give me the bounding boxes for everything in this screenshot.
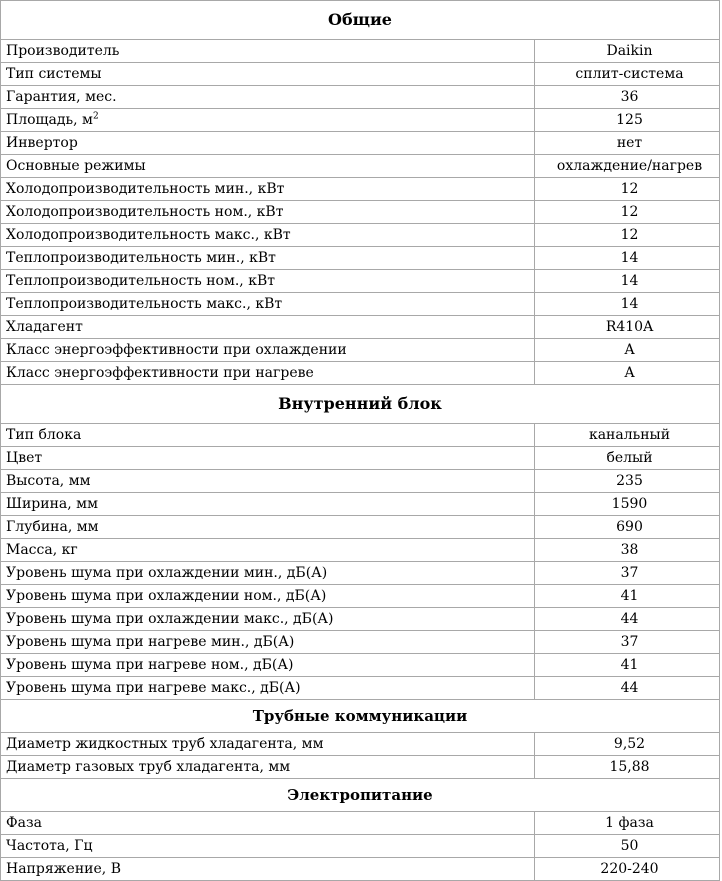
row-label bbox=[1, 178, 535, 201]
row-label-text: Уровень шума при нагреве ном., дБ(А) bbox=[6, 657, 294, 673]
row-label bbox=[1, 733, 535, 756]
row-label bbox=[1, 654, 535, 677]
row-label-text: Тип блока bbox=[6, 427, 82, 443]
table-row bbox=[1, 733, 720, 756]
section-header bbox=[1, 779, 720, 812]
row-label bbox=[1, 424, 535, 447]
row-value: 220-240 bbox=[535, 858, 720, 881]
section-title: Электропитание bbox=[1, 779, 720, 812]
row-label-text: Уровень шума при охлаждении мин., дБ(А) bbox=[6, 565, 328, 581]
row-label bbox=[1, 63, 535, 86]
unit-superscript: 2 bbox=[92, 111, 99, 122]
row-label bbox=[1, 447, 535, 470]
row-label bbox=[1, 247, 535, 270]
row-label bbox=[1, 109, 535, 132]
row-value: 690 bbox=[535, 516, 720, 539]
table-row bbox=[1, 63, 720, 86]
section-header bbox=[1, 1, 720, 40]
row-label bbox=[1, 293, 535, 316]
table-row bbox=[1, 562, 720, 585]
row-label-text: Тип системы bbox=[6, 66, 102, 82]
row-label-text: Уровень шума при охлаждении ном., дБ(А) bbox=[6, 588, 327, 604]
row-label-text: Хладагент bbox=[6, 319, 83, 335]
table-row bbox=[1, 155, 720, 178]
row-label bbox=[1, 470, 535, 493]
table-row bbox=[1, 654, 720, 677]
row-label-text: Масса, кг bbox=[6, 542, 78, 558]
row-label bbox=[1, 631, 535, 654]
row-value: 14 bbox=[535, 293, 720, 316]
table-row bbox=[1, 132, 720, 155]
table-row bbox=[1, 677, 720, 700]
row-value: 37 bbox=[535, 562, 720, 585]
table-row bbox=[1, 224, 720, 247]
table-row bbox=[1, 270, 720, 293]
row-label-text: Ширина, мм bbox=[6, 496, 98, 512]
row-value: нет bbox=[535, 132, 720, 155]
table-row bbox=[1, 493, 720, 516]
row-value: A bbox=[535, 362, 720, 385]
section-header bbox=[1, 700, 720, 733]
row-label bbox=[1, 585, 535, 608]
row-label-text: Высота, мм bbox=[6, 473, 91, 489]
table-row bbox=[1, 178, 720, 201]
row-label-text: Теплопроизводительность ном., кВт bbox=[6, 273, 275, 289]
row-label bbox=[1, 339, 535, 362]
row-value: R410A bbox=[535, 316, 720, 339]
section-header bbox=[1, 385, 720, 424]
row-value: 44 bbox=[535, 608, 720, 631]
row-value: 38 bbox=[535, 539, 720, 562]
table-row bbox=[1, 247, 720, 270]
row-label-text: Глубина, мм bbox=[6, 519, 99, 535]
row-label-text: Класс энергоэффективности при нагреве bbox=[6, 365, 314, 381]
row-value: 36 bbox=[535, 86, 720, 109]
row-value: 12 bbox=[535, 178, 720, 201]
row-label-text: Теплопроизводительность макс., кВт bbox=[6, 296, 283, 312]
row-label-text: Уровень шума при нагреве макс., дБ(А) bbox=[6, 680, 301, 696]
table-row bbox=[1, 539, 720, 562]
row-label bbox=[1, 835, 535, 858]
row-label bbox=[1, 155, 535, 178]
row-label bbox=[1, 756, 535, 779]
table-row bbox=[1, 109, 720, 132]
row-label-text: Холодопроизводительность ном., кВт bbox=[6, 204, 284, 220]
row-value: 37 bbox=[535, 631, 720, 654]
row-value: 44 bbox=[535, 677, 720, 700]
row-label-text: Цвет bbox=[6, 450, 43, 466]
row-value: A bbox=[535, 339, 720, 362]
row-value: белый bbox=[535, 447, 720, 470]
section-title: Общие bbox=[1, 1, 720, 40]
row-value: 125 bbox=[535, 109, 720, 132]
row-label-text: Основные режимы bbox=[6, 158, 146, 174]
table-row bbox=[1, 631, 720, 654]
row-label-text: Площадь, м bbox=[6, 112, 93, 128]
row-label-text: Производитель bbox=[6, 43, 120, 59]
row-value: 1 фаза bbox=[535, 812, 720, 835]
table-row bbox=[1, 585, 720, 608]
row-label bbox=[1, 812, 535, 835]
row-label bbox=[1, 493, 535, 516]
section-title: Трубные коммуникации bbox=[1, 700, 720, 733]
table-row bbox=[1, 858, 720, 881]
row-value: 12 bbox=[535, 224, 720, 247]
table-row bbox=[1, 362, 720, 385]
table-row bbox=[1, 447, 720, 470]
table-row bbox=[1, 470, 720, 493]
row-label-text: Диаметр газовых труб хладагента, мм bbox=[6, 759, 291, 775]
table-row bbox=[1, 339, 720, 362]
row-value: охлаждение/нагрев bbox=[535, 155, 720, 178]
row-label bbox=[1, 562, 535, 585]
row-value: канальный bbox=[535, 424, 720, 447]
row-label-text: Теплопроизводительность мин., кВт bbox=[6, 250, 276, 266]
row-label-text: Фаза bbox=[6, 815, 42, 831]
row-label bbox=[1, 677, 535, 700]
row-label bbox=[1, 516, 535, 539]
row-label-text: Холодопроизводительность мин., кВт bbox=[6, 181, 285, 197]
row-label-text: Частота, Гц bbox=[6, 838, 93, 854]
row-label-text: Гарантия, мес. bbox=[6, 89, 117, 105]
row-label-text: Класс энергоэффективности при охлаждении bbox=[6, 342, 347, 358]
spec-table-body bbox=[1, 1, 720, 881]
row-label bbox=[1, 539, 535, 562]
row-value: 50 bbox=[535, 835, 720, 858]
table-row bbox=[1, 812, 720, 835]
row-label-text: Диаметр жидкостных труб хладагента, мм bbox=[6, 736, 324, 752]
table-row bbox=[1, 86, 720, 109]
table-row bbox=[1, 424, 720, 447]
row-label-text: Инвертор bbox=[6, 135, 78, 151]
row-value: 12 bbox=[535, 201, 720, 224]
row-label bbox=[1, 608, 535, 631]
row-label-text: Холодопроизводительность макс., кВт bbox=[6, 227, 291, 243]
row-value: 15,88 bbox=[535, 756, 720, 779]
table-row bbox=[1, 608, 720, 631]
row-value: 1590 bbox=[535, 493, 720, 516]
row-value: 41 bbox=[535, 585, 720, 608]
table-row bbox=[1, 756, 720, 779]
row-label-text: Уровень шума при нагреве мин., дБ(А) bbox=[6, 634, 295, 650]
row-label bbox=[1, 362, 535, 385]
row-label bbox=[1, 316, 535, 339]
row-label bbox=[1, 270, 535, 293]
row-value: 41 bbox=[535, 654, 720, 677]
table-row bbox=[1, 516, 720, 539]
row-label bbox=[1, 224, 535, 247]
row-label bbox=[1, 201, 535, 224]
row-label bbox=[1, 40, 535, 63]
row-label-text: Напряжение, В bbox=[6, 861, 121, 877]
row-value: 9,52 bbox=[535, 733, 720, 756]
table-row bbox=[1, 293, 720, 316]
row-label bbox=[1, 86, 535, 109]
table-row bbox=[1, 316, 720, 339]
table-row bbox=[1, 40, 720, 63]
table-row bbox=[1, 835, 720, 858]
row-value: сплит-система bbox=[535, 63, 720, 86]
table-row bbox=[1, 201, 720, 224]
row-value: Daikin bbox=[535, 40, 720, 63]
row-value: 14 bbox=[535, 247, 720, 270]
row-label-text: Уровень шума при охлаждении макс., дБ(А) bbox=[6, 611, 334, 627]
row-label bbox=[1, 132, 535, 155]
row-label bbox=[1, 858, 535, 881]
row-value: 235 bbox=[535, 470, 720, 493]
row-value: 14 bbox=[535, 270, 720, 293]
section-title: Внутренний блок bbox=[1, 385, 720, 424]
